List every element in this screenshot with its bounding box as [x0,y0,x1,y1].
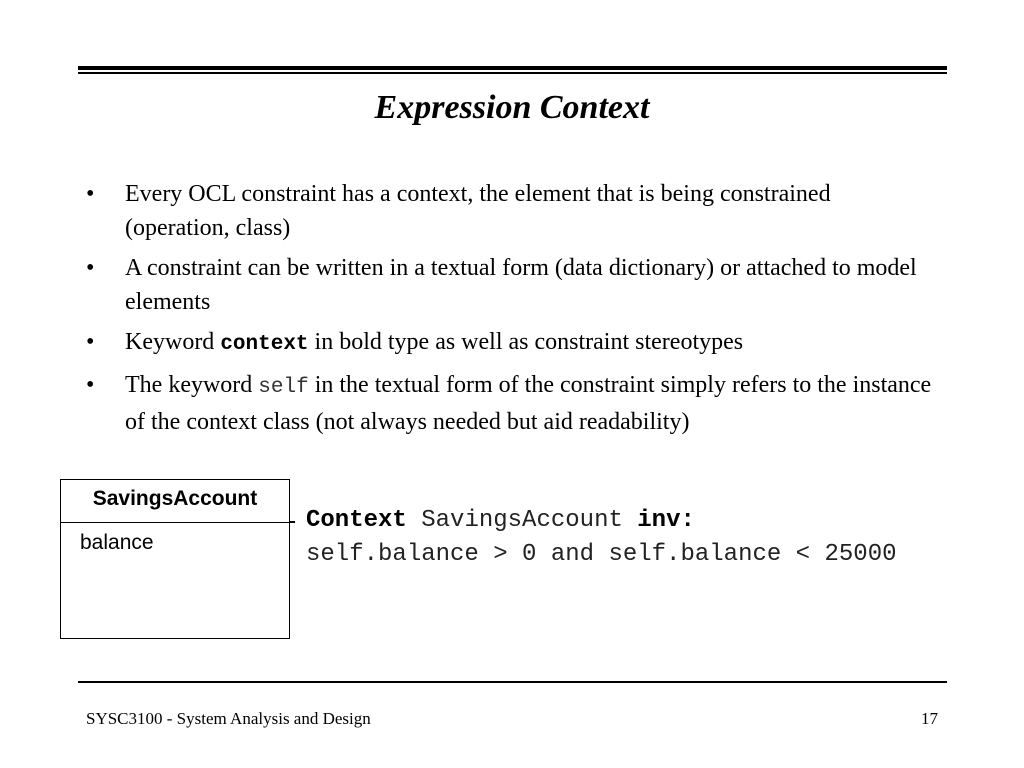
bullet-dot: • [86,329,95,355]
page-number: 17 [921,709,938,728]
keyword-self: self [258,376,309,399]
bullet-item [86,325,936,362]
ocl-keyword-context: Context [306,507,407,534]
footer-course: SYSC3100 - System Analysis and Design [86,709,371,728]
bullet-item [86,251,936,319]
top-rule-thick [78,66,947,70]
bullet-text-post: in bold type as well as constraint stereotypes [308,329,744,355]
bullet-dot: • [86,372,95,398]
ocl-class-name: SavingsAccount [421,507,623,534]
uml-class-box [60,479,290,639]
constraint-connector-line [289,521,295,523]
keyword-context: context [220,333,309,356]
bullet-text: A constraint can be written in a textual form (data dictionary) or attached to model elements [125,255,917,315]
top-rule-thin [78,72,947,74]
bullet-text-pre: Keyword [125,329,221,355]
bullet-dot: • [86,181,95,207]
uml-class-attribute: balance [80,531,154,554]
ocl-keyword-inv: inv: [637,507,695,534]
bullet-text-post: in the textual form of the constraint simply refers to the instance of the context class (not always needed but aid readability) [125,372,932,435]
bullet-text: Every OCL constraint has a context, the element that is being constrained (operation, class) [125,181,831,241]
bullet-list [86,177,936,445]
footer-rule [78,681,947,683]
bullet-dot: • [86,255,95,281]
slide-title: Expression Context [374,89,650,126]
bullet-item [86,177,936,245]
ocl-constraint [306,504,897,572]
bullet-item [86,368,936,439]
uml-class-name: SavingsAccount [61,480,289,523]
bullet-text-pre: The keyword [125,372,259,398]
ocl-expression: self.balance > 0 and self.balance < 25000 [306,541,897,568]
